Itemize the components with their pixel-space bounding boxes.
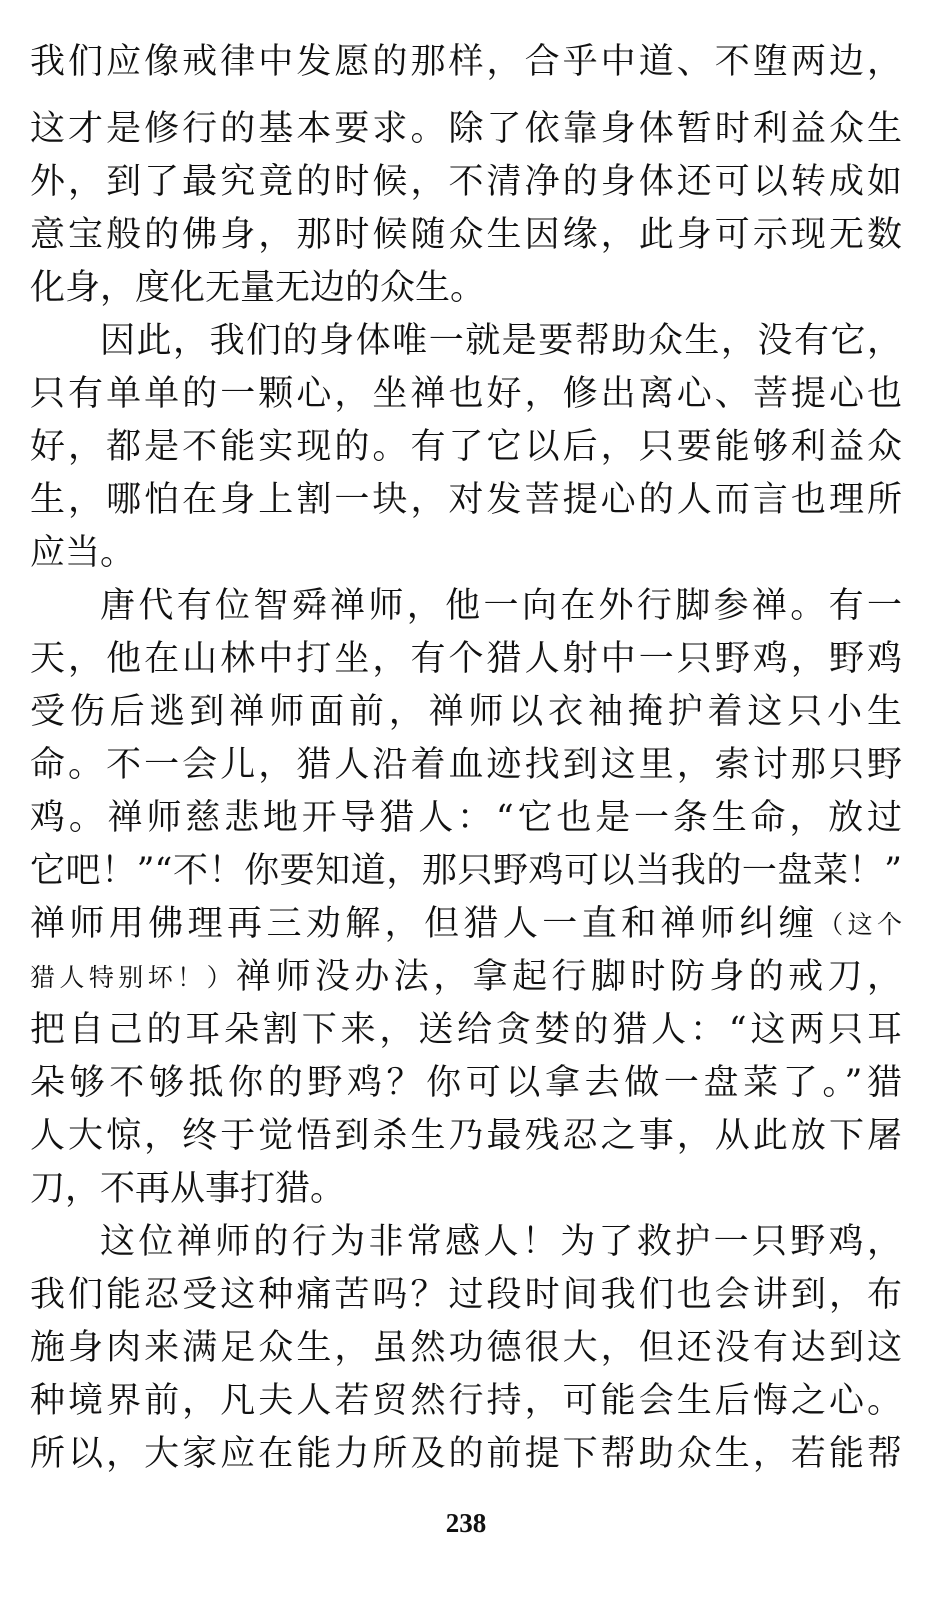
- text-line: 应当。: [30, 533, 136, 573]
- text-line: 因此，我们的身体唯一就是要帮助众生，没有它，: [100, 321, 902, 361]
- text-line: 好，都是不能实现的。有了它以后，只要能够利益众: [30, 427, 902, 467]
- text-line: 这才是修行的基本要求。除了依靠身体暂时利益众生: [30, 109, 902, 149]
- text-line: 我们能忍受这种痛苦吗？过段时间我们也会讲到，布: [30, 1275, 902, 1315]
- page-number: 238: [445, 1508, 487, 1538]
- text-line: 意宝般的佛身，那时候随众生因缘，此身可示现无数: [30, 215, 902, 255]
- text-line: 天，他在山林中打坐，有个猎人射中一只野鸡，野鸡: [30, 639, 902, 679]
- small-annotation: 猎人特别坏！）: [30, 963, 237, 992]
- small-annotation: （这个: [818, 910, 902, 939]
- text-line: 鸡。禅师慈悲地开导猎人：“它也是一条生命，放过: [30, 798, 902, 838]
- text-line: 我们应像戒律中发愿的那样，合乎中道、不堕两边，: [30, 42, 902, 82]
- text-line: [30, 949, 902, 1005]
- text-line: 命。不一会儿，猎人沿着血迹找到这里，索讨那只野: [30, 745, 902, 785]
- text-line: 化身，度化无量无边的众生。: [30, 268, 486, 308]
- text-line: 外，到了最究竟的时候，不清净的身体还可以转成如: [30, 162, 902, 202]
- text-line: 施身肉来满足众生，虽然功德很大，但还没有达到这: [30, 1328, 902, 1368]
- text-line: 所以，大家应在能力所及的前提下帮助众生，若能帮: [30, 1434, 902, 1474]
- text-line: 唐代有位智舜禅师，他一向在外行脚参禅。有一: [100, 586, 902, 626]
- text-line: 人大惊，终于觉悟到杀生乃最残忍之事，从此放下屠: [30, 1116, 902, 1156]
- text-line: 它吧！”“不！你要知道，那只野鸡可以当我的一盘菜！”: [30, 851, 902, 891]
- text-line: 受伤后逃到禅师面前，禅师以衣袖掩护着这只小生: [30, 692, 902, 732]
- text-line: 只有单单的一颗心，坐禅也好，修出离心、菩提心也: [30, 374, 902, 414]
- text-line: 把自己的耳朵割下来，送给贪婪的猎人：“这两只耳: [30, 1010, 902, 1050]
- text-segment: 禅师没办法，拿起行脚时防身的戒刀，: [236, 957, 902, 997]
- text-line: 朵够不够抵你的野鸡？你可以拿去做一盘菜了。”猎: [30, 1063, 902, 1103]
- text-line: [30, 896, 902, 952]
- text-segment: 禅师用佛理再三劝解，但猎人一直和禅师纠缠: [30, 904, 819, 944]
- text-line: 种境界前，凡夫人若贸然行持，可能会生后悔之心。: [30, 1381, 902, 1421]
- text-line: 这位禅师的行为非常感人！为了救护一只野鸡，: [100, 1222, 902, 1262]
- text-line: 刀，不再从事打猎。: [30, 1169, 346, 1209]
- text-line: 生，哪怕在身上割一块，对发菩提心的人而言也理所: [30, 480, 902, 520]
